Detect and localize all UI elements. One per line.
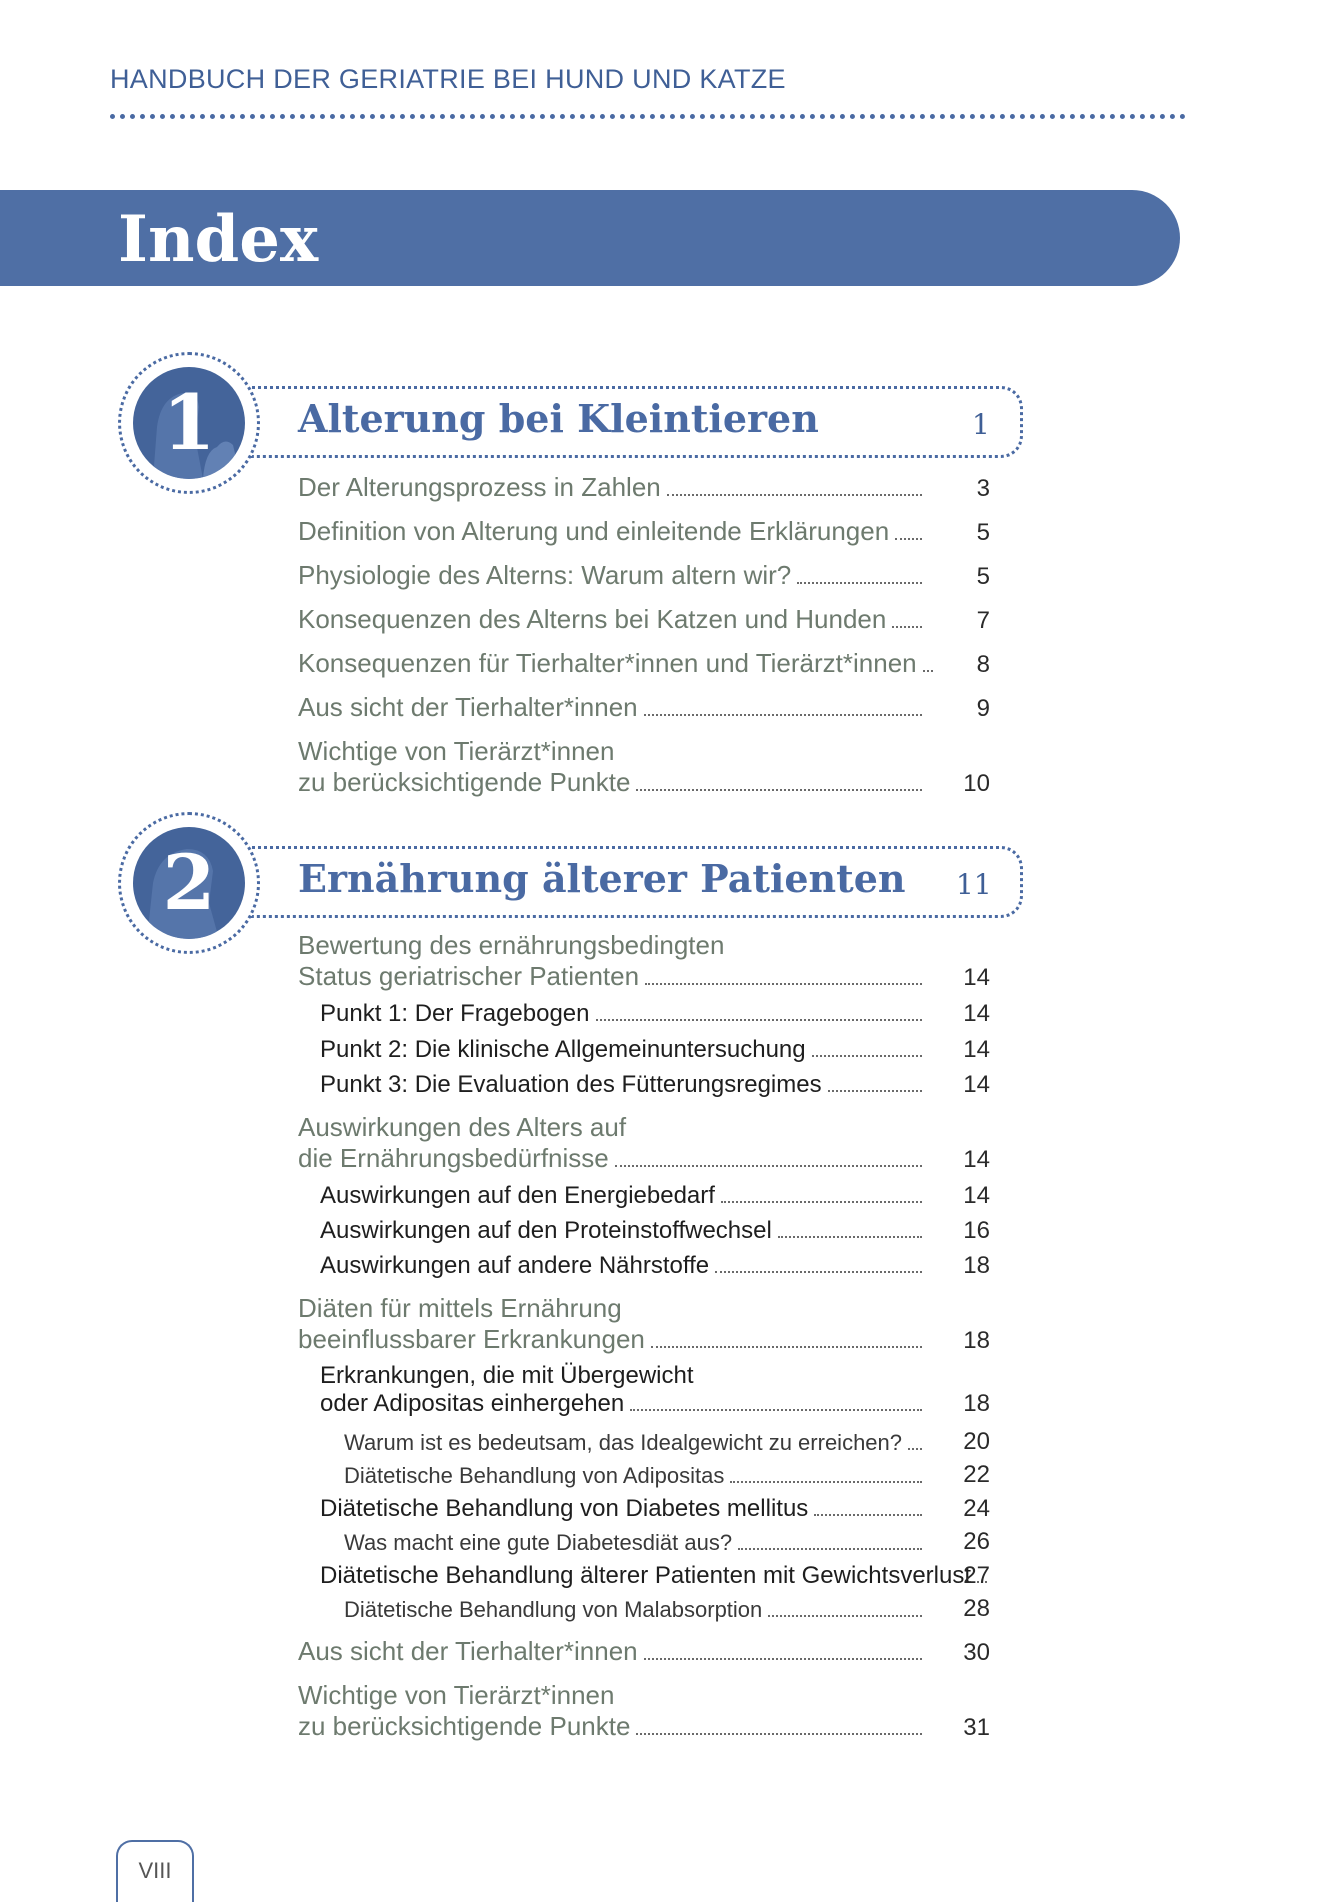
page-number: 18 (963, 1252, 990, 1279)
header-dotted-rule (110, 114, 1186, 119)
toc-subentry[interactable]: Auswirkungen auf andere Nährstoffe 18 (320, 1252, 990, 1279)
page-number: 16 (963, 1217, 990, 1244)
toc-entry[interactable]: Konsequenzen für Tierhalter*innen und Tierärzt*innen 8 (298, 648, 990, 678)
page-folio (116, 1840, 194, 1902)
page-number: 8 (976, 651, 990, 678)
page-number: 31 (963, 1714, 990, 1741)
page-number: 14 (963, 1182, 990, 1209)
page-number: 14 (963, 1146, 990, 1173)
toc-entry[interactable]: Bewertung des ernährungsbedingten Status geriatrischer Patienten 14 (298, 930, 990, 991)
page-number: 14 (963, 964, 990, 991)
page-number: 28 (963, 1595, 990, 1622)
toc-subentry[interactable]: Diätetische Behandlung von Diabetes mellitus 24 (320, 1495, 990, 1522)
folio-number: VIII (138, 1858, 172, 1883)
book-title: HANDBUCH DER GERIATRIE BEI HUND UND KATZE (110, 64, 786, 94)
toc-entry[interactable]: Wichtige von Tierärzt*innen zu berücksichtigende Punkte 10 (298, 736, 990, 797)
page-number: 7 (976, 607, 990, 634)
page-number: 18 (963, 1327, 990, 1354)
chapter-title[interactable]: Alterung bei Kleintieren (298, 396, 819, 441)
page-number: 24 (963, 1495, 990, 1522)
page-number: 5 (976, 563, 990, 590)
page-number: 18 (963, 1390, 990, 1417)
toc-subentry[interactable]: Diätetische Behandlung älterer Patienten mit Gewichtsverlust 27 (320, 1562, 990, 1589)
page-number: 27 (963, 1562, 990, 1589)
page-number: 14 (963, 1071, 990, 1098)
toc-entry[interactable]: Auswirkungen des Alters auf die Ernährungsbedürfnisse 14 (298, 1112, 990, 1173)
chapter-2-badge (118, 812, 260, 954)
chapter-page: 1 (972, 408, 990, 441)
chapter-page: 11 (956, 868, 992, 901)
toc-subentry[interactable]: Punkt 1: Der Fragebogen 14 (320, 1000, 990, 1027)
page-number: 14 (963, 1000, 990, 1027)
page-number: 10 (963, 770, 990, 797)
toc-entry[interactable]: Aus sicht der Tierhalter*innen 9 (298, 692, 990, 722)
chapter-title[interactable]: Ernährung älterer Patienten (298, 856, 906, 901)
toc-entry[interactable]: Definition von Alterung und einleitende Erklärungen 5 (298, 516, 990, 546)
toc-subentry[interactable]: Punkt 3: Die Evaluation des Fütterungsregimes 14 (320, 1071, 990, 1098)
page-number: 9 (976, 695, 990, 722)
page-number: 5 (976, 519, 990, 546)
toc-entry[interactable]: Physiologie des Alterns: Warum altern wir? 5 (298, 560, 990, 590)
toc-entry[interactable]: Diäten für mittels Ernährung beeinflussbarer Erkrankungen 18 (298, 1293, 990, 1354)
page-number: 20 (963, 1428, 990, 1455)
toc-subentry[interactable]: Erkrankungen, die mit Übergewicht oder Adipositas einhergehen 18 (320, 1362, 990, 1417)
toc-subsubentry[interactable]: Diätetische Behandlung von Malabsorption 28 (344, 1595, 990, 1622)
toc-subentry[interactable]: Auswirkungen auf den Proteinstoffwechsel 16 (320, 1217, 990, 1244)
chapter-number: 1 (162, 378, 216, 467)
toc-subentry[interactable]: Punkt 2: Die klinische Allgemeinuntersuchung 14 (320, 1036, 990, 1063)
page-number: 26 (963, 1528, 990, 1555)
toc-subsubentry[interactable]: Diätetische Behandlung von Adipositas 22 (344, 1461, 990, 1488)
toc-entry[interactable]: Aus sicht der Tierhalter*innen 30 (298, 1636, 990, 1666)
index-title: Index (118, 202, 319, 277)
toc-entry[interactable]: Konsequenzen des Alterns bei Katzen und Hunden 7 (298, 604, 990, 634)
index-banner (0, 190, 1180, 286)
toc-subentry[interactable]: Auswirkungen auf den Energiebedarf 14 (320, 1182, 990, 1209)
page-number: 14 (963, 1036, 990, 1063)
page-number: 22 (963, 1461, 990, 1488)
toc-entry[interactable]: Wichtige von Tierärzt*innen zu berücksichtigende Punkte 31 (298, 1680, 990, 1741)
page-number: 30 (963, 1639, 990, 1666)
toc-entry[interactable]: Der Alterungsprozess in Zahlen 3 (298, 472, 990, 502)
chapter-1-badge (118, 352, 260, 494)
chapter-number: 2 (162, 838, 216, 927)
toc-subsubentry[interactable]: Warum ist es bedeutsam, das Idealgewicht zu erreichen? 20 (344, 1428, 990, 1455)
toc-subsubentry[interactable]: Was macht eine gute Diabetesdiät aus? 26 (344, 1528, 990, 1555)
page-number: 3 (976, 475, 990, 502)
